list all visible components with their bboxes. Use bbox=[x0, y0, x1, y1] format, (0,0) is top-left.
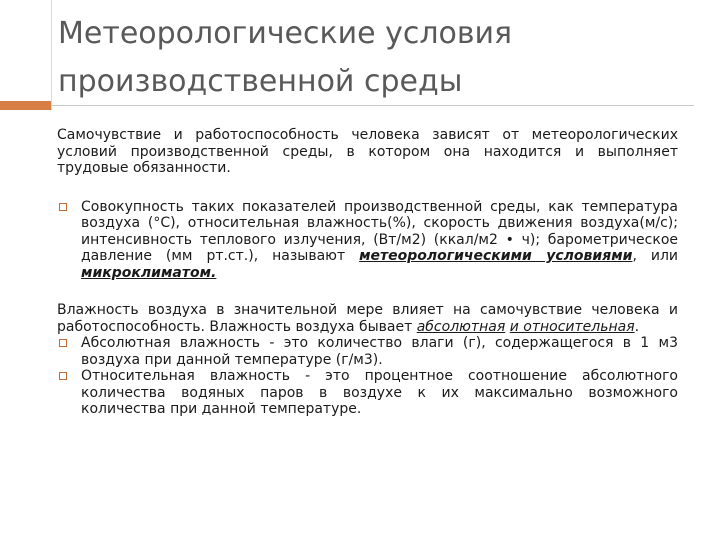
intro-paragraph: Самочувствие и работоспособность человека зависят от метеорологических условий производственной среды, в котором она находится и выполняет трудовые обязанности. bbox=[57, 127, 678, 176]
slide-body bbox=[57, 127, 678, 418]
bullet-item-absolute bbox=[57, 335, 678, 368]
square-bullet-icon bbox=[59, 372, 67, 380]
title-vertical-rule bbox=[51, 0, 52, 110]
accent-block bbox=[0, 101, 51, 110]
bullet-text: Абсолютная влажность - это количество влаги (г), содержащегося в 1 м3 воздуха при данной температуре (г/м3). bbox=[81, 335, 678, 368]
term-meteo-conditions: метеорологическими условиями bbox=[359, 248, 633, 264]
square-bullet-icon bbox=[59, 339, 67, 347]
bullet-item-relative bbox=[57, 368, 678, 418]
bullet-text bbox=[81, 199, 678, 282]
term-microclimate: микроклиматом. bbox=[81, 264, 217, 281]
slide-title-line-1: Метеорологические условия bbox=[58, 16, 513, 51]
term-absolute: абсолютная bbox=[416, 318, 506, 335]
slide-title bbox=[58, 10, 698, 106]
bullet-separator: , или bbox=[632, 248, 679, 264]
title-divider bbox=[51, 105, 694, 106]
bullet-body: Совокупность таких показателей производственной среды, как температура воздуха (°С), относительная влажность(%), скорость движения воздуха(м/с); интенсивность теплового излучения, (Вт/м2) (ккал/м2 • ч); барометрическое давление (мм рт.ст.), называют bbox=[81, 198, 678, 264]
bullet-item-indicators bbox=[57, 199, 678, 282]
slide-title-line-2: производственной среды bbox=[58, 64, 463, 99]
term-relative: и относительная bbox=[509, 318, 635, 335]
square-bullet-icon bbox=[59, 203, 67, 211]
bullet-text: Относительная влажность - это процентное соотношение абсолютного количества водяных паров в воздухе к их максимально возможного количества при данной температуре. bbox=[81, 368, 678, 417]
humidity-end: . bbox=[634, 318, 640, 335]
humidity-paragraph bbox=[57, 302, 678, 335]
humidity-body: Влажность воздуха в значительной мере влияет на самочувствие человека и работоспособность. Влажность воздуха бывает bbox=[57, 302, 678, 335]
